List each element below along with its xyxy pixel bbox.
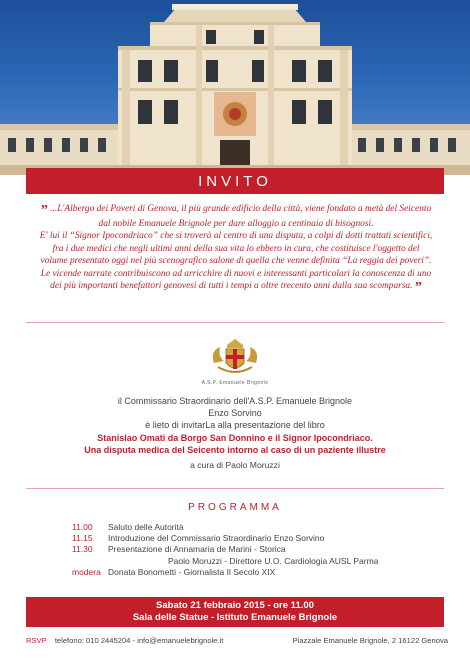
rsvp-label: RSVP — [26, 636, 47, 645]
program-title: PROGRAMMA — [188, 502, 282, 513]
program-text: Presentazione di Annamaria de Marini - Storica — [108, 544, 286, 555]
host-intro — [0, 395, 470, 431]
contact-phone-email[interactable]: telefono: 010 2445204 - info@emanuelebrignole.it — [54, 636, 224, 645]
divider — [26, 322, 444, 323]
program-moderator-label: modera — [72, 566, 101, 577]
program-list — [72, 522, 412, 578]
intro-line: è lieto di invitarLa alla presentazione del libro — [145, 420, 325, 430]
program-time: 11.30 — [72, 544, 93, 555]
contact-left — [26, 636, 223, 645]
intro-line: Enzo Sorvino — [208, 408, 262, 418]
book-curator: a cura di Paolo Moruzzi — [190, 460, 280, 470]
open-quote-mark: ” — [40, 203, 48, 218]
program-row — [72, 522, 412, 533]
program-row — [72, 533, 412, 544]
program-text: Saluto delle Autorità — [108, 522, 184, 532]
invito-banner: INVITO — [26, 168, 444, 194]
quote-line: Le vicende narrate contribuiscono ad arricchire di nuovi e interessanti particolari la conoscenza di uno — [40, 268, 432, 279]
program-time — [72, 556, 108, 567]
program-row — [72, 556, 412, 567]
event-date-time: Sabato 21 febbraio 2015 - ore 11.00 — [156, 600, 314, 611]
program-time: 11.15 — [72, 533, 93, 544]
crest-logo-icon — [208, 337, 262, 384]
program-time: 11.00 — [72, 522, 93, 532]
book-title-line: Stanislao Omati da Borgo San Donnino e il Signor Ipocondriaco. — [97, 433, 373, 443]
hero-photo — [0, 0, 470, 175]
divider — [26, 488, 444, 489]
book-subtitle-line: Una disputa medica del Seicento intorno al caso di un paziente illustre — [84, 444, 386, 455]
quote-line: ...L'Albergo dei Poveri di Genova, il più grande edificio della città, viene fondato a metà del Seicento — [50, 204, 432, 214]
contact-address: Piazzale Emanuele Brignole, 2 16122 Genova — [292, 636, 448, 645]
intro-quote — [34, 203, 438, 295]
quote-line: volume presentato oggi nel più scenografico salone di quella che venne definita “La reggia dei poveri”. — [40, 256, 432, 266]
event-details-band — [26, 597, 444, 627]
program-row — [72, 567, 412, 578]
program-text: Paolo Moruzzi - Direttore U.O. Cardiologia AUSL Parma — [168, 555, 379, 566]
quote-line: dei più importanti benefattori genovesi di tutti i tempi a oltre trecento anni dalla sua scomparsa. — [50, 281, 413, 291]
palace-illustration — [0, 0, 470, 175]
quote-line: fra i due medici che negli ultimi anni della sua vita lo ebbero in cura, che costituisce l'oggetto del — [52, 243, 420, 254]
program-text: Introduzione del Commissario Straordinario Enzo Sorvino — [108, 533, 325, 544]
close-quote-mark: ” — [414, 280, 422, 295]
crest-label: A.S.P. Emanuele Brignole — [201, 380, 269, 386]
event-venue: Sala delle Statue - Istituto Emanuele Brignole — [132, 612, 338, 623]
book-title — [0, 433, 470, 456]
program-row — [72, 544, 412, 555]
quote-line: E' lui il “Signor Ipocondriaco” che si troverà al centro di una disputa, a colpi di dotti trattati scientifici, — [39, 231, 433, 241]
program-text: Donata Bonometti - Giornalista Il Secolo XIX — [108, 566, 276, 577]
quote-line: dal nobile Emanuele Brignole per dare alloggio a centinaia di bisognosi. — [98, 218, 374, 229]
intro-line: il Commissario Straordinario dell'A.S.P. Emanuele Brignole — [117, 396, 353, 406]
contact-footer — [26, 636, 448, 645]
